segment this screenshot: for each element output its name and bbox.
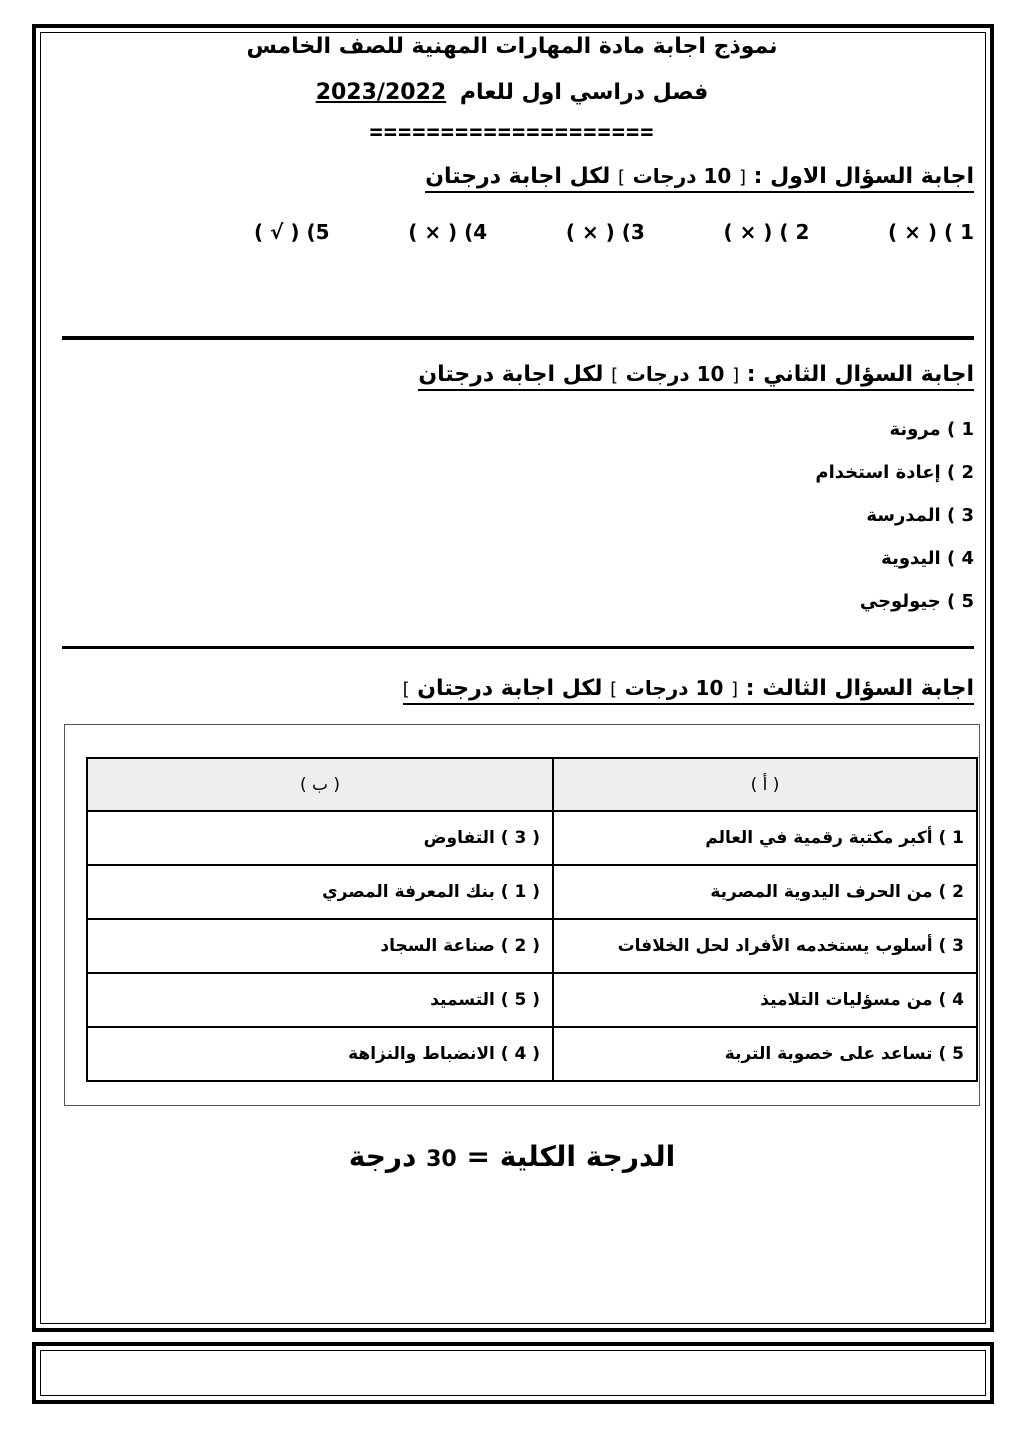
table-row (87, 919, 977, 973)
q2-answer-list (815, 412, 974, 627)
document-title: نموذج اجابة مادة المهارات المهنية للصف الخامس (246, 34, 778, 59)
col-a-cell: 4 ) من مسؤليات التلاميذ (553, 973, 977, 1027)
q2-answer: 4 ) اليدوية (881, 548, 974, 569)
q1-answer: 5) ( √ ) (254, 220, 330, 244)
q2-answer: 5 ) جيولوجي (859, 591, 974, 612)
col-b-cell: ( 1 ) بنك المعرفة المصري (87, 865, 553, 919)
table-row (87, 811, 977, 865)
separator-line: ==================== (369, 120, 655, 145)
q2-points: 10 درجات (625, 362, 725, 386)
q1-per-answer: لكل اجابة درجتان (425, 164, 611, 189)
total-unit: درجة (348, 1140, 417, 1173)
term-label: فصل دراسي اول للعام (459, 80, 709, 105)
table-row (87, 865, 977, 919)
col-b-cell: ( 4 ) الانضباط والنزاهة (87, 1027, 553, 1081)
q1-answers (254, 220, 974, 244)
q3-per-answer: لكل اجابة درجتان (417, 676, 603, 701)
q2-per-answer: لكل اجابة درجتان (418, 362, 604, 387)
q1-points: 10 درجات (632, 164, 732, 188)
q2-heading-text: اجابة السؤال الثاني : (746, 362, 974, 387)
q2-heading: اجابة السؤال الثاني : [ 10 درجات ] لكل اجابة درجتان (418, 362, 974, 391)
q2-answer: 3 ) المدرسة (866, 505, 974, 526)
q1-answer: 4) ( × ) (408, 220, 488, 244)
col-b-cell: ( 3 ) التفاوض (87, 811, 553, 865)
q1-answer: 1 ) ( × ) (888, 220, 974, 244)
matching-table (86, 757, 978, 1082)
section-divider (62, 336, 974, 340)
q2-answer: 2 ) إعادة استخدام (815, 462, 974, 483)
q3-heading: اجابة السؤال الثالث : [ 10 درجات ] لكل اجابة درجتان ] (403, 676, 974, 705)
q2-answer: 1 ) مرونة (889, 419, 974, 440)
q1-heading-text: اجابة السؤال الاول : (753, 164, 974, 189)
col-b-header: ( ب ) (87, 758, 553, 811)
col-a-cell: 1 ) أكبر مكتبة رقمية في العالم (553, 811, 977, 865)
table-row (87, 1027, 977, 1081)
total-score (40, 1140, 984, 1173)
col-b-cell: ( 2 ) صناعة السجاد (87, 919, 553, 973)
table-header-row (87, 758, 977, 811)
q1-answer: 2 ) ( × ) (723, 220, 810, 244)
q3-points: 10 درجات (624, 676, 724, 700)
col-a-header: ( أ ) (553, 758, 977, 811)
table-row (87, 973, 977, 1027)
q1-answer: 3) ( × ) (565, 220, 645, 244)
section-divider (62, 646, 974, 649)
total-value: 30 (426, 1147, 457, 1172)
term-line (40, 80, 984, 105)
col-b-cell: ( 5 ) التسميد (87, 973, 553, 1027)
q1-heading: اجابة السؤال الاول : [ 10 درجات ] لكل اجابة درجتان (425, 164, 974, 193)
col-a-cell: 5 ) تساعد على خصوبة التربة (553, 1027, 977, 1081)
col-a-cell: 2 ) من الحرف اليدوية المصرية (553, 865, 977, 919)
col-a-cell: 3 ) أسلوب يستخدمه الأفراد لحل الخلافات (553, 919, 977, 973)
academic-year: 2023/2022 (315, 80, 447, 105)
q3-heading-text: اجابة السؤال الثالث : (745, 676, 974, 701)
footer-box (32, 1342, 994, 1404)
total-label: الدرجة الكلية = (466, 1140, 676, 1173)
